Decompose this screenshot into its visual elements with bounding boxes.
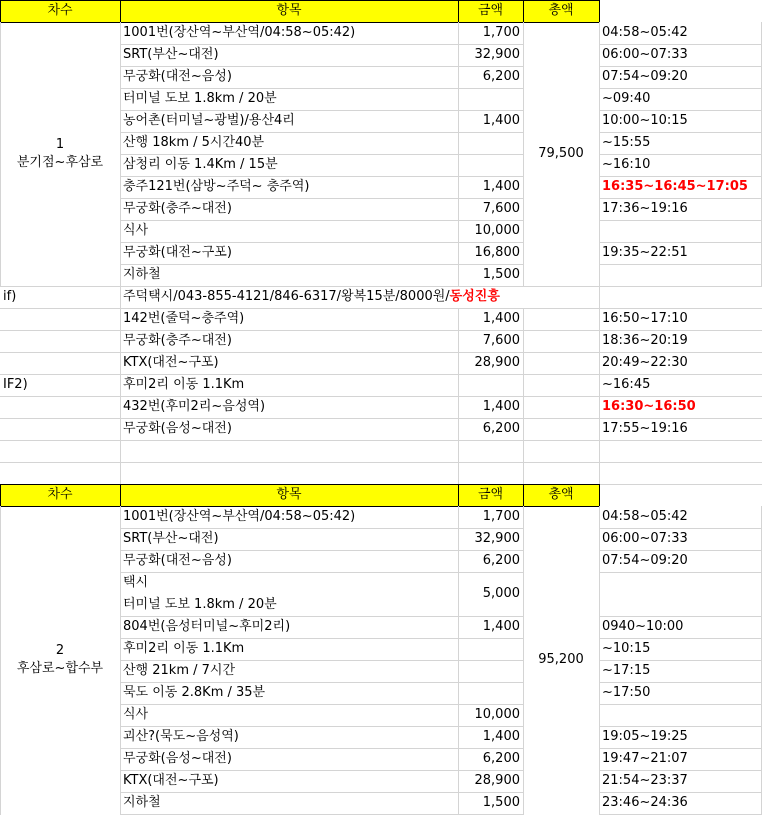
round-number: 1 — [55, 137, 65, 152]
grid-line — [599, 0, 600, 23]
item-cell[interactable]: 농어촌(터미널~광벌)/용산4리 — [123, 113, 295, 128]
grid-line — [599, 396, 600, 419]
grid-line — [523, 22, 524, 287]
grid-line — [599, 330, 600, 353]
time-cell[interactable] — [599, 220, 762, 242]
grid-line — [599, 418, 600, 441]
item-cell[interactable] — [120, 572, 458, 616]
round-cell[interactable] — [0, 506, 120, 814]
header-cell-col_a[interactable]: 차수 — [47, 487, 73, 502]
time-cell[interactable] — [599, 572, 762, 616]
grid-line — [120, 506, 121, 815]
time-cell[interactable]: 23:46~24:36 — [602, 795, 688, 810]
amount-cell[interactable]: 32,900 — [474, 531, 520, 546]
time-cell[interactable]: 10:00~10:15 — [602, 113, 688, 128]
amount-cell[interactable]: 6,200 — [482, 69, 520, 84]
item-cell[interactable]: 무궁화(대전~음성) — [123, 69, 232, 84]
grid-line — [599, 484, 600, 507]
time-cell[interactable]: 07:54~09:20 — [602, 69, 688, 84]
grid-line — [523, 0, 524, 23]
time-cell[interactable]: ~17:15 — [602, 663, 651, 678]
grid-line — [458, 308, 459, 331]
grid-line — [599, 22, 600, 287]
grid-line — [458, 22, 459, 287]
grid-line — [458, 330, 459, 353]
time-cell[interactable]: 19:35~22:51 — [602, 245, 688, 260]
amount-cell[interactable]: 6,200 — [482, 553, 520, 568]
time-cell[interactable]: ~09:40 — [602, 91, 651, 106]
amount-cell[interactable] — [458, 88, 523, 110]
grid-line — [458, 462, 459, 485]
grid-line — [0, 484, 600, 485]
time-cell[interactable]: 19:47~21:07 — [602, 751, 688, 766]
header-cell-col_c[interactable]: 금액 — [477, 3, 504, 18]
amount-cell[interactable]: 1,400 — [482, 311, 520, 326]
taxi-note-text: 주덕택시/043-855-4121/846-6317/왕복15분/8000원/ — [123, 289, 450, 304]
grid-line — [599, 506, 600, 815]
grid-line — [120, 418, 121, 441]
amount-cell[interactable]: 5,000 — [482, 586, 520, 601]
amount-cell[interactable] — [458, 638, 523, 660]
grid-line — [458, 374, 459, 397]
grid-line — [120, 440, 121, 463]
amount-cell[interactable]: 16,800 — [474, 245, 520, 260]
amount-cell[interactable]: 1,400 — [482, 113, 520, 128]
grid-line — [120, 352, 121, 375]
amount-cell[interactable] — [458, 374, 523, 396]
item-cell[interactable]: 괴산?(묵도~음성역) — [123, 729, 239, 744]
item-cell[interactable]: 무궁화(음성~대전) — [123, 751, 232, 766]
grid-line — [458, 484, 459, 507]
item-line-2: 터미널 도보 1.8km / 20분 — [123, 597, 277, 612]
grid-line — [120, 374, 121, 397]
amount-cell[interactable]: 32,900 — [474, 47, 520, 62]
item-cell[interactable]: 지하철 — [123, 267, 161, 282]
amount-cell[interactable] — [458, 682, 523, 704]
amount-cell[interactable]: 1,400 — [482, 399, 520, 414]
grid-line — [523, 506, 524, 815]
item-cell[interactable]: 무궁화(음성~대전) — [123, 421, 232, 436]
item-cell[interactable]: 432번(후미2리~음성역) — [123, 399, 266, 414]
item-cell[interactable]: KTX(대전~구포) — [123, 355, 219, 370]
grid-line — [599, 440, 600, 463]
item-cell[interactable]: 지하철 — [123, 795, 161, 810]
time-cell[interactable]: ~16:45 — [602, 377, 651, 392]
item-cell[interactable]: 무궁화(대전~구포) — [123, 245, 232, 260]
grid-line — [458, 352, 459, 375]
time-cell[interactable]: 06:00~07:33 — [602, 47, 688, 62]
grid-line — [120, 286, 121, 309]
item-cell[interactable]: 142번(줄덕~충주역) — [123, 311, 245, 326]
time-cell[interactable] — [599, 704, 762, 726]
amount-cell[interactable]: 1,700 — [482, 509, 520, 524]
time-cell[interactable]: ~15:55 — [602, 135, 651, 150]
grid-line — [0, 484, 1, 507]
header-cell-col_d[interactable]: 총액 — [548, 487, 574, 502]
grid-line — [599, 308, 600, 331]
amount-cell[interactable]: 1,400 — [482, 619, 520, 634]
item-cell[interactable]: 1001번(장산역~부산역/04:58~05:42) — [123, 509, 356, 524]
grid-line — [599, 352, 600, 375]
time-cell[interactable]: 06:00~07:33 — [602, 531, 688, 546]
grid-line — [120, 396, 121, 419]
item-cell[interactable]: 무궁화(대전~음성) — [123, 553, 232, 568]
amount-cell[interactable]: 6,200 — [482, 421, 520, 436]
amount-cell[interactable] — [458, 154, 523, 176]
header-cell-col_b[interactable]: 항목 — [276, 487, 302, 502]
grid-line — [458, 0, 459, 23]
item-cell[interactable]: 후미2리 이동 1.1Km — [123, 377, 245, 392]
round-name: 후삼로~합수부 — [16, 661, 104, 676]
time-cell[interactable]: 04:58~05:42 — [602, 25, 688, 40]
amount-cell[interactable]: 1,500 — [482, 267, 520, 282]
item-cell[interactable]: 식사 — [123, 707, 149, 722]
amount-cell[interactable]: 7,600 — [482, 201, 520, 216]
grid-line — [120, 22, 121, 287]
round-name: 분기점~후삼로 — [16, 155, 104, 170]
time-cell[interactable]: 20:49~22:30 — [602, 355, 688, 370]
time-cell[interactable]: 04:58~05:42 — [602, 509, 688, 524]
item-cell[interactable]: 묵도 이동 2.8Km / 35분 — [123, 685, 266, 700]
item-cell[interactable]: SRT(부산~대전) — [123, 47, 219, 62]
amount-cell[interactable]: 1,400 — [482, 179, 520, 194]
grid-line — [458, 396, 459, 419]
time-cell[interactable]: 16:30~16:50 — [602, 399, 696, 414]
item-cell[interactable]: 804번(음성터미널~후미2리) — [123, 619, 291, 634]
grid-line — [599, 462, 600, 485]
grid-line — [523, 462, 524, 485]
item-cell[interactable]: 후미2리 이동 1.1Km — [123, 641, 245, 656]
amount-cell[interactable]: 1,400 — [482, 729, 520, 744]
amount-cell[interactable]: 1,500 — [482, 795, 520, 810]
grid-line — [0, 0, 600, 1]
time-cell[interactable]: 19:05~19:25 — [602, 729, 688, 744]
header-cell-col_c[interactable]: 금액 — [477, 487, 504, 502]
amount-cell[interactable]: 28,900 — [474, 355, 520, 370]
item-cell[interactable]: 산행 18km / 5시간40분 — [123, 135, 265, 150]
grid-line — [523, 374, 524, 397]
header-cell-col_d[interactable]: 총액 — [548, 3, 574, 18]
item-cell[interactable]: 삼청리 이동 1.4Km / 15분 — [123, 157, 278, 172]
grid-line — [120, 484, 121, 507]
time-cell[interactable]: 07:54~09:20 — [602, 553, 688, 568]
total-cell[interactable]: 95,200 — [538, 652, 584, 667]
time-cell[interactable]: 17:55~19:16 — [602, 421, 688, 436]
time-cell[interactable]: 0940~10:00 — [602, 619, 684, 634]
time-cell[interactable] — [599, 264, 762, 286]
grid-line — [458, 418, 459, 441]
amount-cell[interactable]: 10,000 — [474, 223, 520, 238]
item-line-1: 택시 — [123, 575, 149, 590]
time-cell[interactable]: 18:36~20:19 — [602, 333, 688, 348]
grid-line — [458, 440, 459, 463]
grid-line — [120, 330, 121, 353]
time-cell[interactable]: ~16:10 — [602, 157, 651, 172]
grid-line — [599, 286, 600, 309]
grid-line — [523, 440, 524, 463]
item-cell[interactable]: 터미널 도보 1.8km / 20분 — [123, 91, 277, 106]
grid-line — [599, 286, 762, 287]
header-cell-col_a[interactable]: 차수 — [47, 3, 73, 18]
item-cell[interactable]: SRT(부산~대전) — [123, 531, 219, 546]
grid-line — [523, 396, 524, 419]
grid-line — [523, 308, 524, 331]
amount-cell[interactable] — [458, 660, 523, 682]
amount-cell[interactable]: 28,900 — [474, 773, 520, 788]
grid-line — [0, 22, 1, 287]
grid-line — [120, 0, 121, 23]
item-cell[interactable]: 무궁화(충주~대전) — [123, 333, 232, 348]
item-cell[interactable]: KTX(대전~구포) — [123, 773, 219, 788]
amount-cell[interactable]: 10,000 — [474, 707, 520, 722]
time-cell[interactable]: 16:35~16:45~17:05 — [602, 179, 748, 194]
time-cell[interactable]: 21:54~23:37 — [602, 773, 688, 788]
grid-line — [523, 352, 524, 375]
time-cell[interactable]: 16:50~17:10 — [602, 311, 688, 326]
grid-line — [0, 0, 1, 23]
taxi-note[interactable] — [120, 286, 599, 308]
amount-cell[interactable]: 1,700 — [482, 25, 520, 40]
grid-line — [458, 506, 459, 815]
grid-line — [599, 374, 600, 397]
time-cell[interactable]: ~10:15 — [602, 641, 651, 656]
amount-cell[interactable]: 6,200 — [482, 751, 520, 766]
grid-line — [120, 462, 121, 485]
header-cell-col_b[interactable]: 항목 — [276, 3, 302, 18]
grid-line — [523, 330, 524, 353]
item-cell[interactable]: 무궁화(충주~대전) — [123, 201, 232, 216]
item-cell[interactable]: 충주121번(삼방~주덕~ 충주역) — [123, 179, 310, 194]
total-cell[interactable]: 79,500 — [538, 146, 584, 161]
taxi-note-company: 동성진흥 — [449, 289, 500, 304]
item-cell[interactable]: 산행 21km / 7시간 — [123, 663, 236, 678]
grid-line — [0, 440, 762, 441]
time-cell[interactable]: ~17:50 — [602, 685, 651, 700]
if-label[interactable]: if) — [3, 289, 17, 304]
item-cell[interactable]: 1001번(장산역~부산역/04:58~05:42) — [123, 25, 356, 40]
amount-cell[interactable]: 7,600 — [482, 333, 520, 348]
grid-line — [523, 484, 524, 507]
grid-line — [0, 462, 762, 463]
item-cell[interactable]: 식사 — [123, 223, 149, 238]
grid-line — [0, 506, 1, 815]
round-number: 2 — [55, 643, 65, 658]
grid-line — [523, 418, 524, 441]
time-cell[interactable]: 17:36~19:16 — [602, 201, 688, 216]
amount-cell[interactable] — [458, 132, 523, 154]
if2-label[interactable]: IF2) — [3, 377, 28, 392]
grid-line — [120, 308, 121, 331]
round-cell[interactable] — [0, 22, 120, 286]
